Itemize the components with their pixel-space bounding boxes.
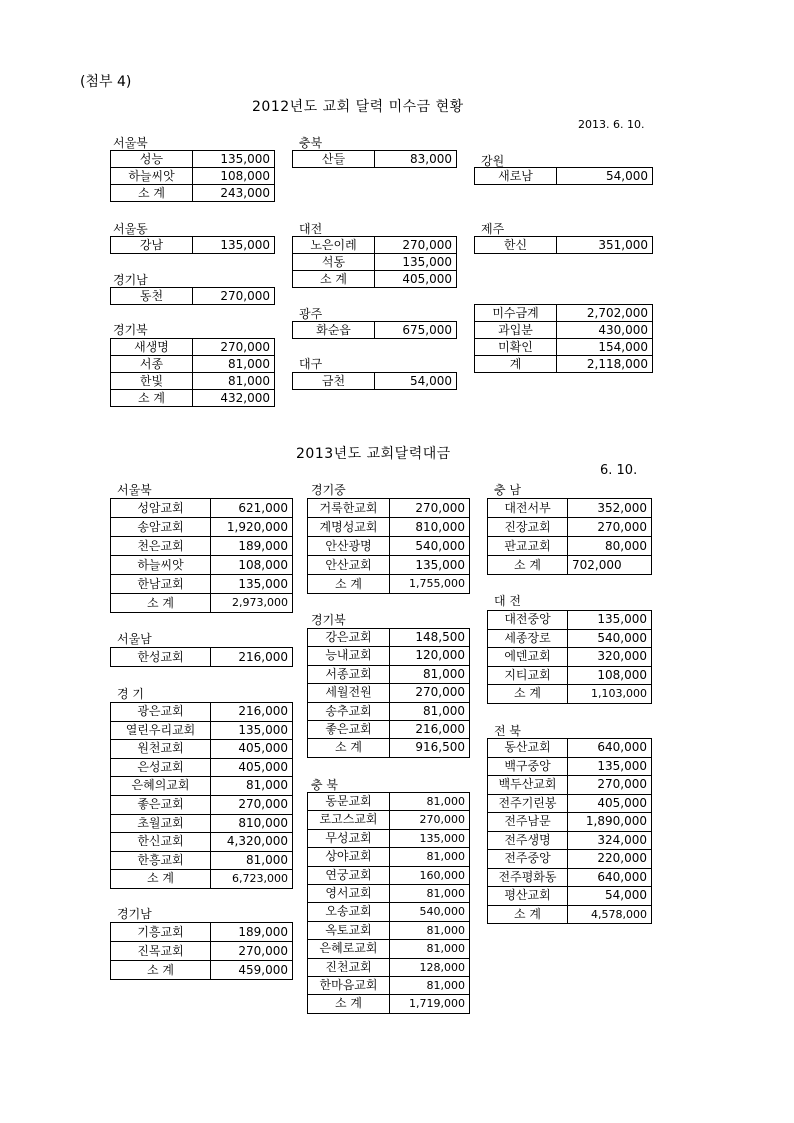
group-table — [474, 236, 653, 254]
group-label: 서울북 — [117, 483, 152, 497]
table-row — [308, 721, 470, 739]
section1-title: 2012년도 교회 달력 미수금 현황 — [252, 99, 464, 115]
row-value-cell: 405,000 — [375, 271, 457, 288]
row-name-cell: 서종교회 — [308, 665, 390, 683]
group-label: 대전 — [299, 222, 323, 236]
row-name-cell: 소 계 — [293, 271, 375, 288]
row-name-cell: 한남교회 — [111, 575, 211, 594]
row-name-cell: 새생명 — [111, 339, 193, 356]
group-table — [487, 498, 652, 575]
table-row — [111, 339, 275, 356]
table-row — [111, 758, 293, 777]
row-value-cell: 83,000 — [375, 151, 457, 168]
table-row — [488, 739, 652, 758]
row-name-cell: 한신 — [475, 237, 557, 254]
row-name-cell: 송암교회 — [111, 518, 211, 537]
row-name-cell: 소 계 — [308, 575, 390, 594]
table-row — [111, 537, 293, 556]
group-label: 충북 — [299, 136, 323, 150]
table-row — [293, 254, 457, 271]
section2-date: 6. 10. — [600, 463, 638, 478]
row-value-cell: 108,000 — [193, 168, 275, 185]
row-value-cell: 405,000 — [568, 794, 652, 813]
table-row — [308, 665, 470, 683]
row-value-cell: 270,000 — [568, 518, 652, 537]
row-value-cell: 432,000 — [193, 390, 275, 407]
row-value-cell: 128,000 — [390, 958, 470, 976]
table-row — [308, 556, 470, 575]
table-row — [308, 684, 470, 702]
group-table — [110, 922, 293, 980]
table-row — [308, 647, 470, 665]
row-value-cell: 81,000 — [390, 848, 470, 866]
table-row — [111, 373, 275, 390]
row-name-cell: 송추교회 — [308, 702, 390, 720]
row-value-cell: 81,000 — [211, 851, 293, 870]
row-value-cell: 270,000 — [193, 288, 275, 305]
group-label: 경기중 — [311, 483, 346, 497]
row-name-cell: 백구중앙 — [488, 757, 568, 776]
table-row — [308, 866, 470, 884]
row-name-cell: 소 계 — [111, 390, 193, 407]
row-value-cell: 270,000 — [390, 684, 470, 702]
row-value-cell: 135,000 — [211, 575, 293, 594]
table-row — [488, 518, 652, 537]
row-name-cell: 대전중앙 — [488, 611, 568, 630]
group-table — [292, 372, 457, 390]
row-name-cell: 은혜로교회 — [308, 940, 390, 958]
row-value-cell: 621,000 — [211, 499, 293, 518]
table-row — [308, 958, 470, 976]
row-name-cell: 은성교회 — [111, 758, 211, 777]
group-table — [110, 338, 275, 407]
table-row — [308, 575, 470, 594]
row-value-cell: 81,000 — [390, 977, 470, 995]
row-name-cell: 과입분 — [475, 322, 557, 339]
row-name-cell: 화순읍 — [293, 322, 375, 339]
row-name-cell: 성암교회 — [111, 499, 211, 518]
row-name-cell: 전주생명 — [488, 831, 568, 850]
row-name-cell: 안산교회 — [308, 556, 390, 575]
row-name-cell: 천은교회 — [111, 537, 211, 556]
row-value-cell: 81,000 — [390, 885, 470, 903]
table-row — [308, 848, 470, 866]
row-name-cell: 동문교회 — [308, 793, 390, 811]
table-row — [488, 611, 652, 630]
row-value-cell: 135,000 — [568, 611, 652, 630]
row-value-cell: 189,000 — [211, 923, 293, 942]
row-name-cell: 산들 — [293, 151, 375, 168]
row-value-cell: 4,320,000 — [211, 833, 293, 852]
table-row — [111, 721, 293, 740]
table-row — [111, 356, 275, 373]
row-name-cell: 좋은교회 — [308, 721, 390, 739]
row-value-cell: 6,723,000 — [211, 870, 293, 889]
group-label: 경기남 — [113, 273, 148, 287]
group-table — [110, 702, 293, 889]
row-value-cell: 81,000 — [390, 665, 470, 683]
row-name-cell: 금천 — [293, 373, 375, 390]
row-name-cell: 한빛 — [111, 373, 193, 390]
group-table — [487, 738, 652, 924]
row-name-cell: 전주기린봉 — [488, 794, 568, 813]
group-label: 충 남 — [494, 483, 521, 497]
table-row — [111, 648, 293, 667]
group-label: 대 전 — [494, 594, 521, 608]
row-name-cell: 성능 — [111, 151, 193, 168]
row-name-cell: 로고스교회 — [308, 811, 390, 829]
row-value-cell: 154,000 — [557, 339, 653, 356]
row-value-cell: 108,000 — [568, 666, 652, 685]
table-row — [475, 322, 653, 339]
table-row — [308, 940, 470, 958]
table-row — [488, 685, 652, 704]
table-row — [293, 373, 457, 390]
group-label: 강원 — [481, 154, 505, 168]
table-row — [293, 271, 457, 288]
group-table — [292, 321, 457, 339]
row-value-cell: 540,000 — [390, 903, 470, 921]
row-value-cell: 54,000 — [557, 168, 653, 185]
group-label: 서울남 — [117, 632, 152, 646]
table-row — [293, 322, 457, 339]
row-name-cell: 소 계 — [308, 995, 390, 1013]
row-value-cell: 810,000 — [390, 518, 470, 537]
table-row — [488, 831, 652, 850]
row-value-cell: 148,500 — [390, 629, 470, 647]
row-value-cell: 324,000 — [568, 831, 652, 850]
table-row — [488, 537, 652, 556]
group-table — [292, 236, 457, 288]
row-name-cell: 평산교회 — [488, 887, 568, 906]
row-value-cell: 160,000 — [390, 866, 470, 884]
row-value-cell: 810,000 — [211, 814, 293, 833]
row-value-cell: 81,000 — [211, 777, 293, 796]
row-value-cell: 702,000 — [568, 556, 652, 575]
row-name-cell: 소 계 — [308, 739, 390, 757]
row-value-cell: 640,000 — [568, 868, 652, 887]
row-value-cell: 270,000 — [211, 795, 293, 814]
row-value-cell: 54,000 — [568, 887, 652, 906]
row-name-cell: 강은교회 — [308, 629, 390, 647]
row-value-cell: 81,000 — [390, 702, 470, 720]
table-row — [488, 887, 652, 906]
table-row — [111, 594, 293, 613]
table-row — [308, 885, 470, 903]
row-name-cell: 하늘씨앗 — [111, 556, 211, 575]
group-label: 제주 — [481, 222, 505, 236]
table-row — [308, 518, 470, 537]
row-value-cell: 216,000 — [211, 703, 293, 722]
table-row — [488, 905, 652, 924]
row-name-cell: 노은이레 — [293, 237, 375, 254]
row-name-cell: 한흥교회 — [111, 851, 211, 870]
row-value-cell: 135,000 — [211, 721, 293, 740]
section1-date: 2013. 6. 10. — [578, 118, 645, 131]
row-value-cell: 405,000 — [211, 740, 293, 759]
table-row — [308, 793, 470, 811]
table-row — [475, 339, 653, 356]
row-name-cell: 서종 — [111, 356, 193, 373]
table-row — [488, 757, 652, 776]
row-name-cell: 한성교회 — [111, 648, 211, 667]
row-name-cell: 판교교회 — [488, 537, 568, 556]
row-name-cell: 초월교회 — [111, 814, 211, 833]
row-value-cell: 243,000 — [193, 185, 275, 202]
row-value-cell: 4,578,000 — [568, 905, 652, 924]
table-row — [111, 151, 275, 168]
row-value-cell: 640,000 — [568, 739, 652, 758]
table-row — [111, 703, 293, 722]
group-table — [474, 304, 653, 373]
row-value-cell: 216,000 — [390, 721, 470, 739]
table-row — [308, 811, 470, 829]
group-table — [487, 610, 652, 704]
row-name-cell: 전주남문 — [488, 813, 568, 832]
row-value-cell: 270,000 — [211, 942, 293, 961]
row-name-cell: 동천 — [111, 288, 193, 305]
group-label: 서울북 — [113, 136, 148, 150]
row-value-cell: 120,000 — [390, 647, 470, 665]
row-value-cell: 81,000 — [390, 921, 470, 939]
row-value-cell: 270,000 — [390, 811, 470, 829]
row-name-cell: 진천교회 — [308, 958, 390, 976]
table-row — [308, 829, 470, 847]
row-value-cell: 81,000 — [390, 940, 470, 958]
group-table — [110, 150, 275, 202]
group-label: 서울동 — [113, 222, 148, 236]
row-value-cell: 270,000 — [193, 339, 275, 356]
row-name-cell: 영서교회 — [308, 885, 390, 903]
row-name-cell: 미수금계 — [475, 305, 557, 322]
row-name-cell: 소 계 — [111, 961, 211, 980]
table-row — [111, 942, 293, 961]
table-row — [111, 237, 275, 254]
table-row — [111, 923, 293, 942]
table-row — [488, 499, 652, 518]
table-row — [293, 151, 457, 168]
row-value-cell: 405,000 — [211, 758, 293, 777]
table-row — [475, 168, 653, 185]
row-value-cell: 108,000 — [211, 556, 293, 575]
group-table — [307, 792, 470, 1014]
row-name-cell: 새로남 — [475, 168, 557, 185]
row-name-cell: 오송교회 — [308, 903, 390, 921]
group-label: 광주 — [299, 307, 323, 321]
table-row — [488, 868, 652, 887]
row-value-cell: 135,000 — [390, 556, 470, 575]
row-name-cell: 능내교회 — [308, 647, 390, 665]
table-row — [308, 629, 470, 647]
row-name-cell: 강남 — [111, 237, 193, 254]
row-value-cell: 352,000 — [568, 499, 652, 518]
table-row — [488, 776, 652, 795]
table-row — [111, 518, 293, 537]
row-value-cell: 80,000 — [568, 537, 652, 556]
row-value-cell: 459,000 — [211, 961, 293, 980]
table-row — [308, 921, 470, 939]
table-row — [308, 739, 470, 757]
row-value-cell: 1,920,000 — [211, 518, 293, 537]
group-table — [307, 628, 470, 758]
table-row — [111, 575, 293, 594]
group-label: 경기북 — [113, 323, 148, 337]
row-name-cell: 광은교회 — [111, 703, 211, 722]
table-row — [111, 390, 275, 407]
row-value-cell: 2,702,000 — [557, 305, 653, 322]
row-name-cell: 안산광명 — [308, 537, 390, 556]
group-table — [110, 287, 275, 305]
table-row — [111, 851, 293, 870]
table-row — [488, 648, 652, 667]
row-value-cell: 540,000 — [390, 537, 470, 556]
group-label: 경기남 — [117, 907, 152, 921]
table-row — [475, 237, 653, 254]
group-label: 대구 — [299, 357, 323, 371]
row-value-cell: 135,000 — [375, 254, 457, 271]
group-label: 경기북 — [311, 613, 346, 627]
row-value-cell: 135,000 — [193, 151, 275, 168]
row-value-cell: 675,000 — [375, 322, 457, 339]
table-row — [308, 977, 470, 995]
row-name-cell: 거룩한교회 — [308, 499, 390, 518]
row-value-cell: 1,755,000 — [390, 575, 470, 594]
row-name-cell: 세월전원 — [308, 684, 390, 702]
table-row — [488, 794, 652, 813]
row-name-cell: 소 계 — [111, 185, 193, 202]
row-name-cell: 연궁교회 — [308, 866, 390, 884]
row-value-cell: 2,118,000 — [557, 356, 653, 373]
row-name-cell: 소 계 — [111, 870, 211, 889]
group-label: 전 북 — [494, 724, 521, 738]
row-name-cell: 전주중앙 — [488, 850, 568, 869]
row-name-cell: 계명성교회 — [308, 518, 390, 537]
row-value-cell: 320,000 — [568, 648, 652, 667]
row-name-cell: 하늘씨앗 — [111, 168, 193, 185]
table-row — [111, 288, 275, 305]
table-row — [111, 168, 275, 185]
row-value-cell: 270,000 — [390, 499, 470, 518]
table-row — [308, 702, 470, 720]
group-table — [110, 498, 293, 613]
row-value-cell: 351,000 — [557, 237, 653, 254]
row-value-cell: 135,000 — [390, 829, 470, 847]
table-row — [111, 795, 293, 814]
row-value-cell: 81,000 — [390, 793, 470, 811]
row-value-cell: 916,500 — [390, 739, 470, 757]
table-row — [488, 813, 652, 832]
table-row — [111, 814, 293, 833]
group-table — [307, 498, 470, 594]
group-table — [292, 150, 457, 168]
table-row — [488, 666, 652, 685]
row-value-cell: 1,719,000 — [390, 995, 470, 1013]
row-value-cell: 81,000 — [193, 373, 275, 390]
group-table — [110, 647, 293, 667]
row-name-cell: 진목교회 — [111, 942, 211, 961]
table-row — [488, 629, 652, 648]
row-name-cell: 소 계 — [111, 594, 211, 613]
row-value-cell: 270,000 — [375, 237, 457, 254]
row-name-cell: 에덴교회 — [488, 648, 568, 667]
row-value-cell: 1,103,000 — [568, 685, 652, 704]
table-row — [111, 870, 293, 889]
table-row — [308, 499, 470, 518]
table-row — [308, 537, 470, 556]
table-row — [293, 237, 457, 254]
table-row — [475, 356, 653, 373]
table-row — [488, 850, 652, 869]
row-name-cell: 백두산교회 — [488, 776, 568, 795]
table-row — [308, 903, 470, 921]
row-value-cell: 270,000 — [568, 776, 652, 795]
row-value-cell: 2,973,000 — [211, 594, 293, 613]
table-row — [308, 995, 470, 1013]
row-name-cell: 옥토교회 — [308, 921, 390, 939]
row-name-cell: 좋은교회 — [111, 795, 211, 814]
row-value-cell: 216,000 — [211, 648, 293, 667]
row-name-cell: 동산교회 — [488, 739, 568, 758]
row-name-cell: 한신교회 — [111, 833, 211, 852]
row-name-cell: 진장교회 — [488, 518, 568, 537]
row-name-cell: 계 — [475, 356, 557, 373]
row-name-cell: 소 계 — [488, 905, 568, 924]
table-row — [475, 305, 653, 322]
row-name-cell: 세종장로 — [488, 629, 568, 648]
table-row — [111, 833, 293, 852]
table-row — [111, 777, 293, 796]
row-name-cell: 소 계 — [488, 556, 568, 575]
row-name-cell: 무성교회 — [308, 829, 390, 847]
group-label: 경 기 — [117, 687, 144, 701]
row-value-cell: 135,000 — [193, 237, 275, 254]
group-label: 충 북 — [311, 778, 338, 792]
group-table — [474, 167, 653, 185]
row-name-cell: 원천교회 — [111, 740, 211, 759]
row-name-cell: 전주평화동 — [488, 868, 568, 887]
row-name-cell: 소 계 — [488, 685, 568, 704]
row-name-cell: 대전서부 — [488, 499, 568, 518]
row-value-cell: 81,000 — [193, 356, 275, 373]
row-name-cell: 한마음교회 — [308, 977, 390, 995]
table-row — [111, 499, 293, 518]
row-name-cell: 은혜의교회 — [111, 777, 211, 796]
row-name-cell: 상야교회 — [308, 848, 390, 866]
table-row — [111, 556, 293, 575]
row-value-cell: 1,890,000 — [568, 813, 652, 832]
row-name-cell: 열린우리교회 — [111, 721, 211, 740]
table-row — [111, 961, 293, 980]
table-row — [488, 556, 652, 575]
row-value-cell: 540,000 — [568, 629, 652, 648]
row-value-cell: 54,000 — [375, 373, 457, 390]
attachment-label: (첨부 4) — [80, 74, 132, 90]
row-value-cell: 189,000 — [211, 537, 293, 556]
row-name-cell: 지티교회 — [488, 666, 568, 685]
table-row — [111, 740, 293, 759]
row-name-cell: 미확인 — [475, 339, 557, 356]
row-name-cell: 기흥교회 — [111, 923, 211, 942]
row-name-cell: 석동 — [293, 254, 375, 271]
row-value-cell: 430,000 — [557, 322, 653, 339]
group-table — [110, 236, 275, 254]
section2-title: 2013년도 교회달력대금 — [296, 446, 451, 462]
table-row — [111, 185, 275, 202]
row-value-cell: 135,000 — [568, 757, 652, 776]
row-value-cell: 220,000 — [568, 850, 652, 869]
